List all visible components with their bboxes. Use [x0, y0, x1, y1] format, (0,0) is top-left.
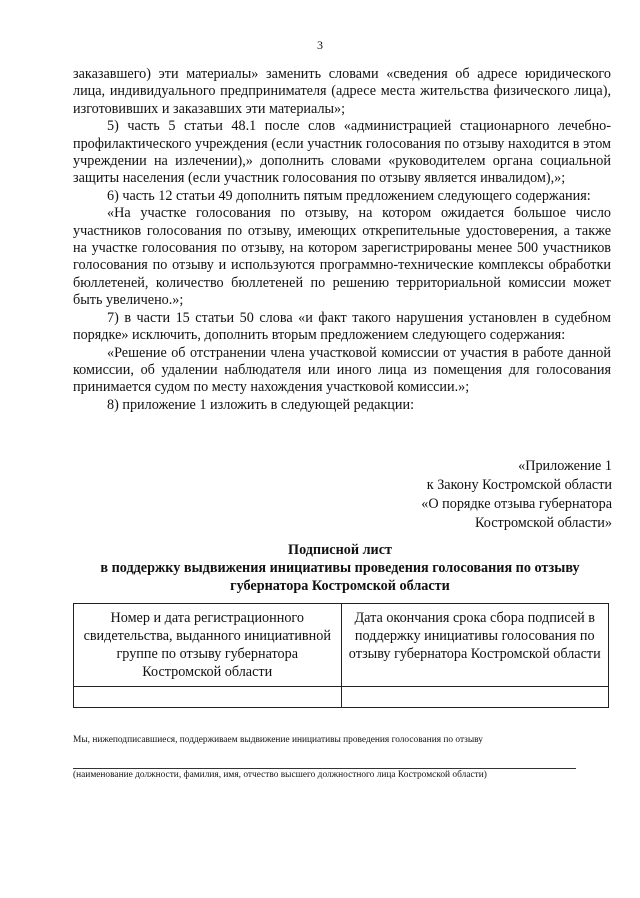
table-row [74, 687, 609, 708]
appendix-heading [421, 457, 612, 533]
deadline-cell [341, 687, 609, 708]
appendix-line: Костромской области» [475, 515, 612, 531]
page-number: 3 [317, 38, 323, 52]
form-title-line: в поддержку выдвижения инициативы проведения голосования по отзыву [100, 560, 580, 576]
appendix-line: к Закону Костромской области [426, 477, 612, 493]
deadline-header: Дата окончания срока сбора подписей в поддержку инициативы голосования по отзыву губернатора Костромской области [341, 604, 609, 687]
document-body [73, 66, 611, 414]
table-header-row [74, 604, 609, 687]
appendix-line: «Приложение 1 [518, 458, 612, 474]
paragraph-quote-1: «На участке голосования по отзыву, на котором ожидается большое число участников голосования по отзыву, имеющих открепительные удостоверения, а также на участке голосования по отзыву, на котором зарегистрированы менее 500 участников голосования по отзыву и используются программно-технические комплексы обработки бюллетеней, количество бюллетеней по решению территориальной комиссии может быть увеличено.»; [73, 205, 611, 309]
registration-number-header: Номер и дата регистрационного свидетельства, выданного инициативной группе по отзыву губернатора Костромской области [74, 604, 342, 687]
fill-in-line [73, 768, 576, 769]
form-title-line: Подписной лист [288, 542, 392, 558]
form-title-line: губернатора Костромской области [230, 578, 450, 594]
appendix-line: «О порядке отзыва губернатора [421, 496, 612, 512]
paragraph-item-8: 8) приложение 1 изложить в следующей редакции: [107, 396, 415, 413]
petition-table [73, 603, 609, 708]
paragraph-quote-2: «Решение об отстранении члена участковой комиссии от участия в работе данной комиссии, об удалении наблюдателя или иного лица из помещения для голосования принимается судом по месту нахождения участковой комиссии.»; [73, 344, 611, 396]
paragraph-item-7: 7) в части 15 статьи 50 слова «и факт такого нарушения установлен в судебном порядке» исключить, дополнить вторым предложением следующего содержания: [73, 309, 611, 344]
registration-number-cell [74, 687, 342, 708]
paragraph-item-5: 5) часть 5 статьи 48.1 после слов «администрацией стационарного лечебно-профилактического учреждения (если участник голосования по отзыву находится в этом учреждении на излечении),» дополнить словами «руководителем органа социальной защиты населения (если участник голосования по отзыву является инвалидом),»; [73, 118, 611, 187]
fill-in-caption: (наименование должности, фамилия, имя, отчество высшего должностного лица Костромской области) [73, 770, 487, 780]
support-statement: Мы, нижеподписавшиеся, поддерживаем выдвижение инициативы проведения голосования по отзыву [73, 735, 483, 745]
form-title [60, 541, 620, 595]
paragraph-continuation: заказавшего) эти материалы» заменить словами «сведения об адресе юридического лица, индивидуального предпринимателя (адресе места жительства физического лица), изготовивших и заказавших эти материалы»; [73, 66, 611, 117]
paragraph-item-6: 6) часть 12 статьи 49 дополнить пятым предложением следующего содержания: [107, 187, 591, 204]
